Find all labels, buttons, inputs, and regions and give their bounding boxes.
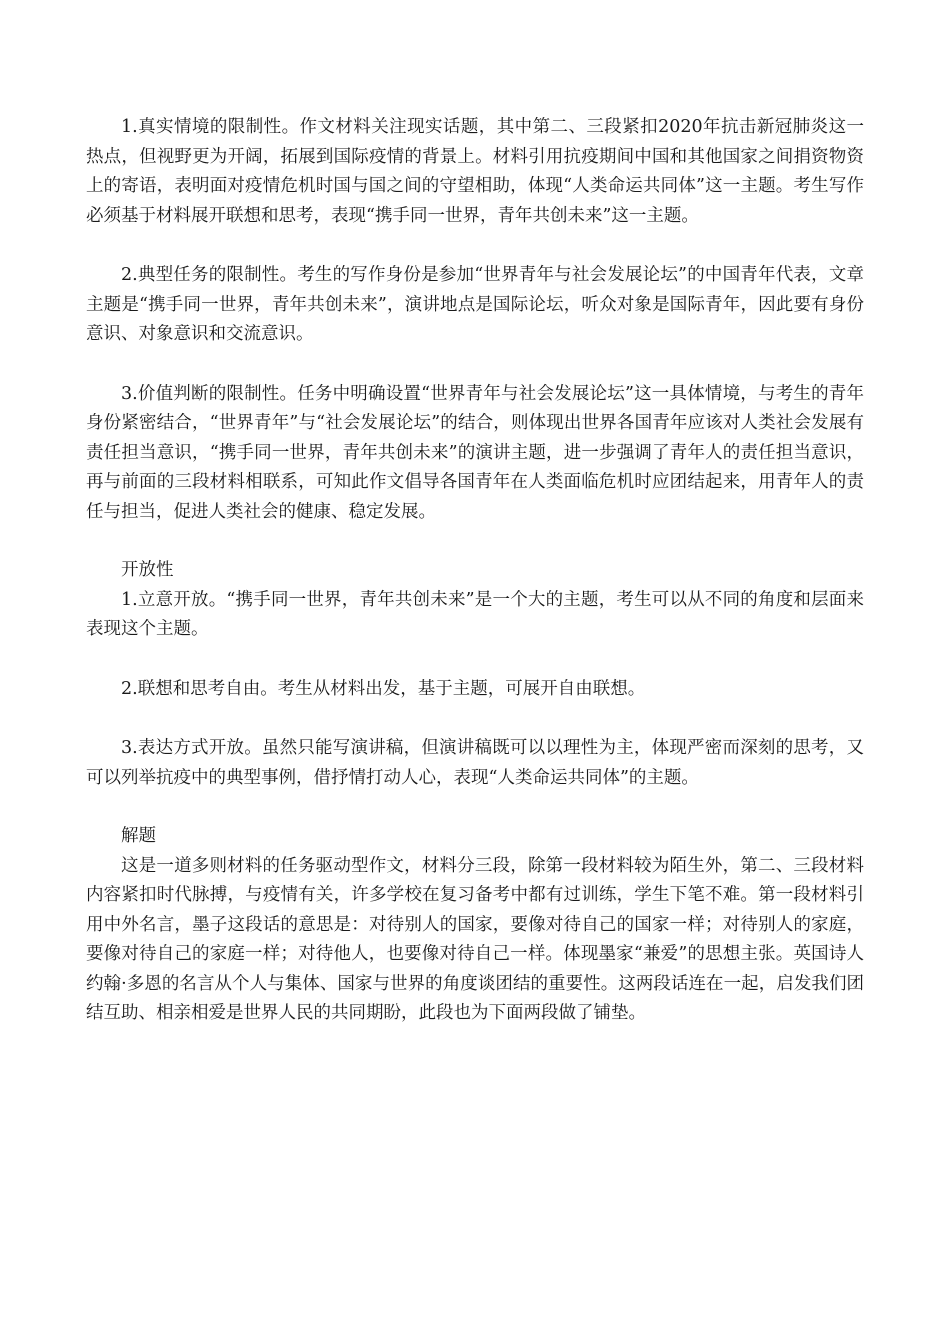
- paragraph-open-expression: 3.表达方式开放。虽然只能写演讲稿，但演讲稿既可以以理性为主，体现严密而深刻的思考，又可以列举抗疫中的典型事例，借抒情打动人心，表现“人类命运共同体”的主题。: [86, 738, 864, 788]
- paragraph-realistic-context-limit: 1.真实情境的限制性。作文材料关注现实话题，其中第二、三段紧扣2020年抗击新冠肺炎这一热点，但视野更为开阔，拓展到国际疫情的背景上。材料引用抗疫期间中国和其他国家之间捐资物资上的寄语，表明面对疫情危机时国与国之间的守望相助，体现“人类命运共同体”这一主题。考生写作必须基于材料展开联想和思考，表现“携手同一世界，青年共创未来”这一主题。: [86, 117, 864, 226]
- paragraph-solution-body: 这是一道多则材料的任务驱动型作文，材料分三段，除第一段材料较为陌生外，第二、三段材料内容紧扣时代脉搏，与疫情有关，许多学校在复习备考中都有过训练，学生下笔不难。第一段材料引用中外名言，墨子这段话的意思是：对待别人的国家，要像对待自己的国家一样；对待别人的家庭，要像对待自己的家庭一样；对待他人，也要像对待自己一样。体现墨家“兼爱”的思想主张。英国诗人约翰·多恩的名言从个人与集体、国家与世界的角度谈团结的重要性。这两段话连在一起，启发我们团结互助、相亲相爱是世界人民的共同期盼，此段也为下面两段做了铺垫。: [86, 855, 864, 1023]
- paragraph-free-association: 2.联想和思考自由。考生从材料出发，基于主题，可展开自由联想。: [121, 678, 646, 699]
- section-heading-solution: 解题: [121, 826, 156, 846]
- paragraph-typical-task-limit: 2.典型任务的限制性。考生的写作身份是参加“世界青年与社会发展论坛”的中国青年代表，文章主题是“携手同一世界，青年共创未来”，演讲地点是国际论坛，听众对象是国际青年，因此要有身份意识、对象意识和交流意识。: [86, 265, 864, 344]
- paragraph-value-judgement-limit: 3.价值判断的限制性。任务中明确设置“世界青年与社会发展论坛”这一具体情境，与考生的青年身份紧密结合，“世界青年”与“社会发展论坛”的结合，则体现出世界各国青年应该对人类社会发展有责任担当意识，“携手同一世界，青年共创未来”的演讲主题，进一步强调了青年人的责任担当意识，再与前面的三段材料相联系，可知此作文倡导各国青年在人类面临危机时应团结起来，用青年人的责任与担当，促进人类社会的健康、稳定发展。: [86, 383, 864, 522]
- document-page: [86, 113, 864, 1029]
- paragraph-open-intent: 1.立意开放。“携手同一世界，青年共创未来”是一个大的主题，考生可以从不同的角度和层面来表现这个主题。: [86, 589, 864, 639]
- section-heading-openness: 开放性: [121, 560, 174, 580]
